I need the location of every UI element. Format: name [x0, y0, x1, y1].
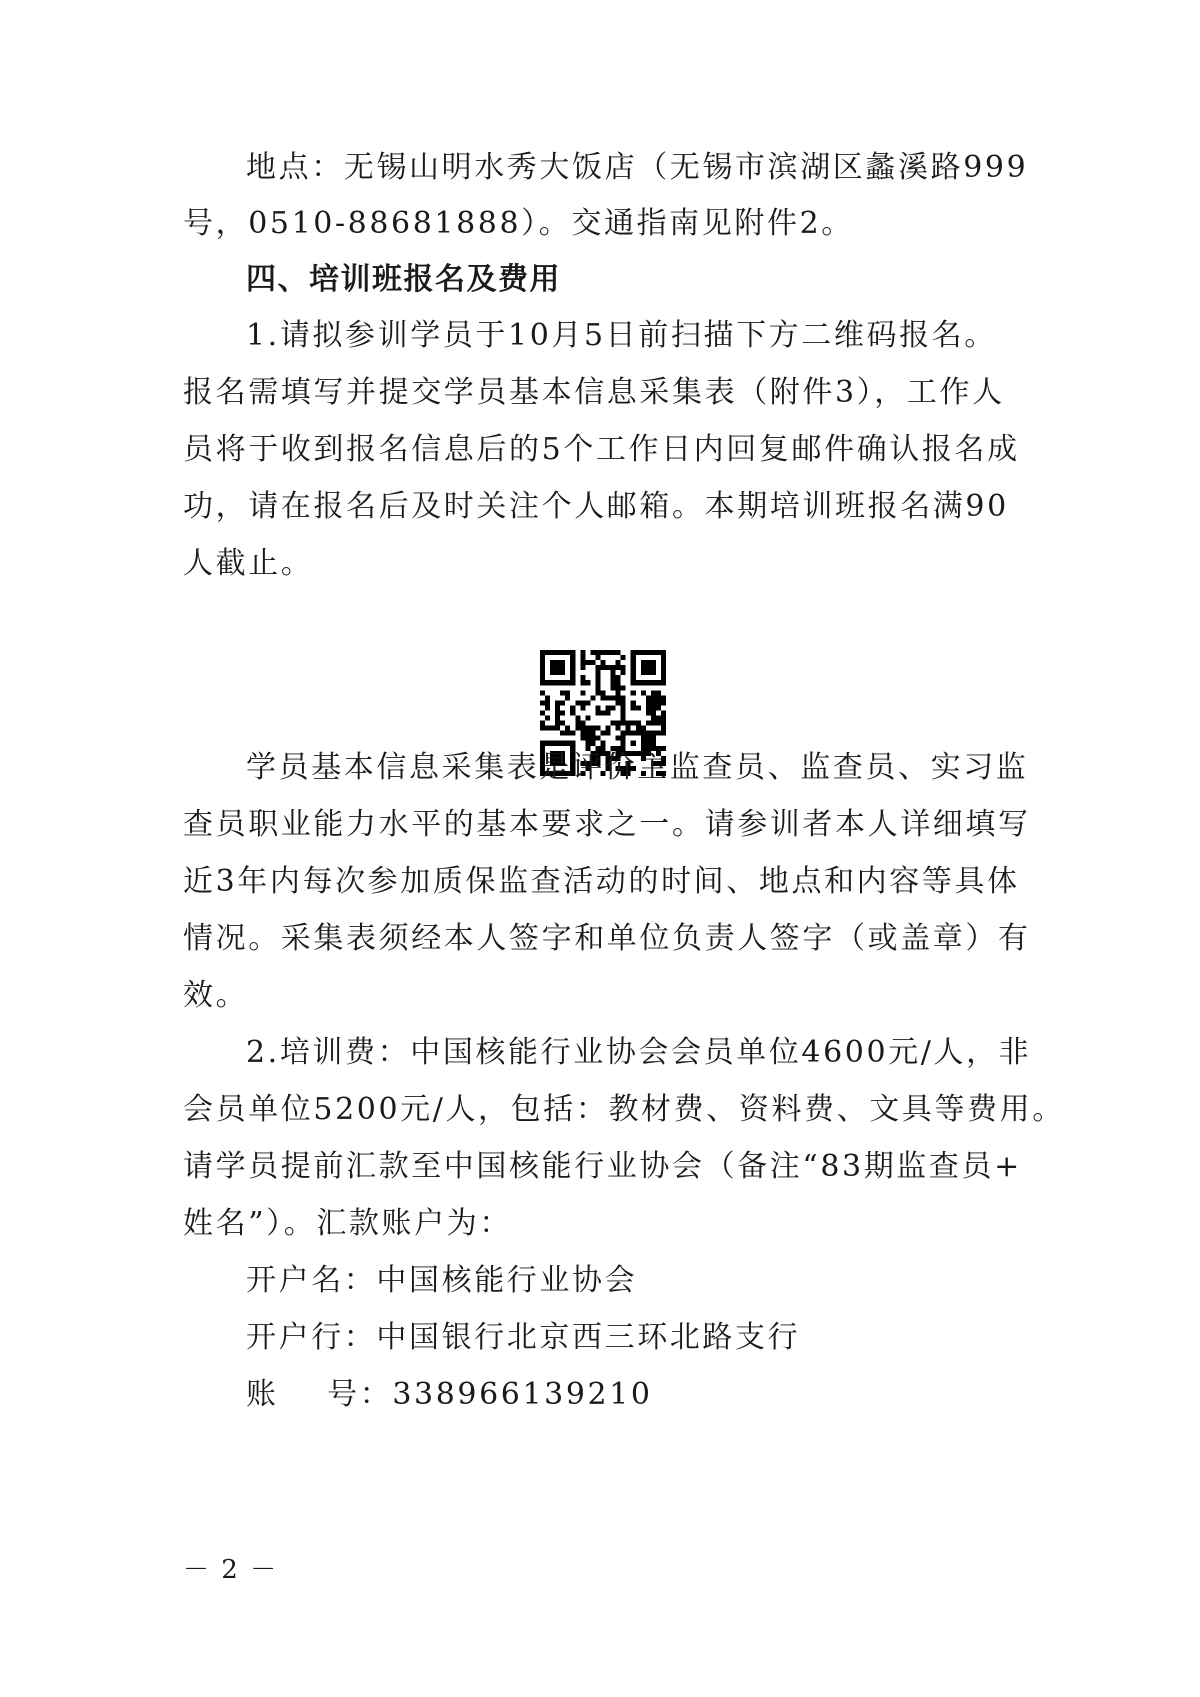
item-2-line-4: 姓名”）。汇款账户为： — [183, 1206, 512, 1241]
item-1-line-4: 功，请在报名后及时关注个人邮箱。本期培训班报名满90 — [183, 489, 1009, 524]
page-number: － 2 － — [183, 1555, 279, 1585]
account-number-line: 账 号：338966139210 — [246, 1377, 653, 1412]
item-1-line-5: 人截止。 — [183, 546, 314, 581]
info-note-line-5: 效。 — [183, 978, 249, 1013]
info-note-line-3: 近3年内每次参加质保监查活动的时间、地点和内容等具体 — [183, 864, 1020, 899]
section-heading-registration: 四、培训班报名及费用 — [246, 262, 561, 297]
item-2-line-3: 请学员提前汇款至中国核能行业协会（备注“83期监查员+ — [183, 1149, 1022, 1184]
item-1-line-2: 报名需填写并提交学员基本信息采集表（附件3），工作人 — [183, 375, 1005, 410]
info-note-line-1: 学员基本信息采集表是评价主监查员、监查员、实习监 — [246, 750, 1029, 785]
venue-line-2: 号，0510-88681888）。交通指南见附件2。 — [183, 206, 854, 241]
venue-line-1: 地点：无锡山明水秀大饭店（无锡市滨湖区蠡溪路999 — [246, 150, 1029, 185]
info-note-line-4: 情况。采集表须经本人签字和单位负责人签字（或盖章）有 — [183, 921, 1031, 956]
item-1-line-1: 1.请拟参训学员于10月5日前扫描下方二维码报名。 — [246, 318, 997, 353]
item-2-line-1: 2.培训费：中国核能行业协会会员单位4600元/人，非 — [246, 1035, 1032, 1070]
account-bank-line: 开户行：中国银行北京西三环北路支行 — [246, 1320, 801, 1355]
item-2-line-2: 会员单位5200元/人，包括：教材费、资料费、文具等费用。 — [183, 1092, 1065, 1127]
item-1-line-3: 员将于收到报名信息后的5个工作日内回复邮件确认报名成 — [183, 432, 1020, 467]
info-note-line-2: 查员职业能力水平的基本要求之一。请参训者本人详细填写 — [183, 807, 1031, 842]
account-name-line: 开户名：中国核能行业协会 — [246, 1263, 638, 1298]
